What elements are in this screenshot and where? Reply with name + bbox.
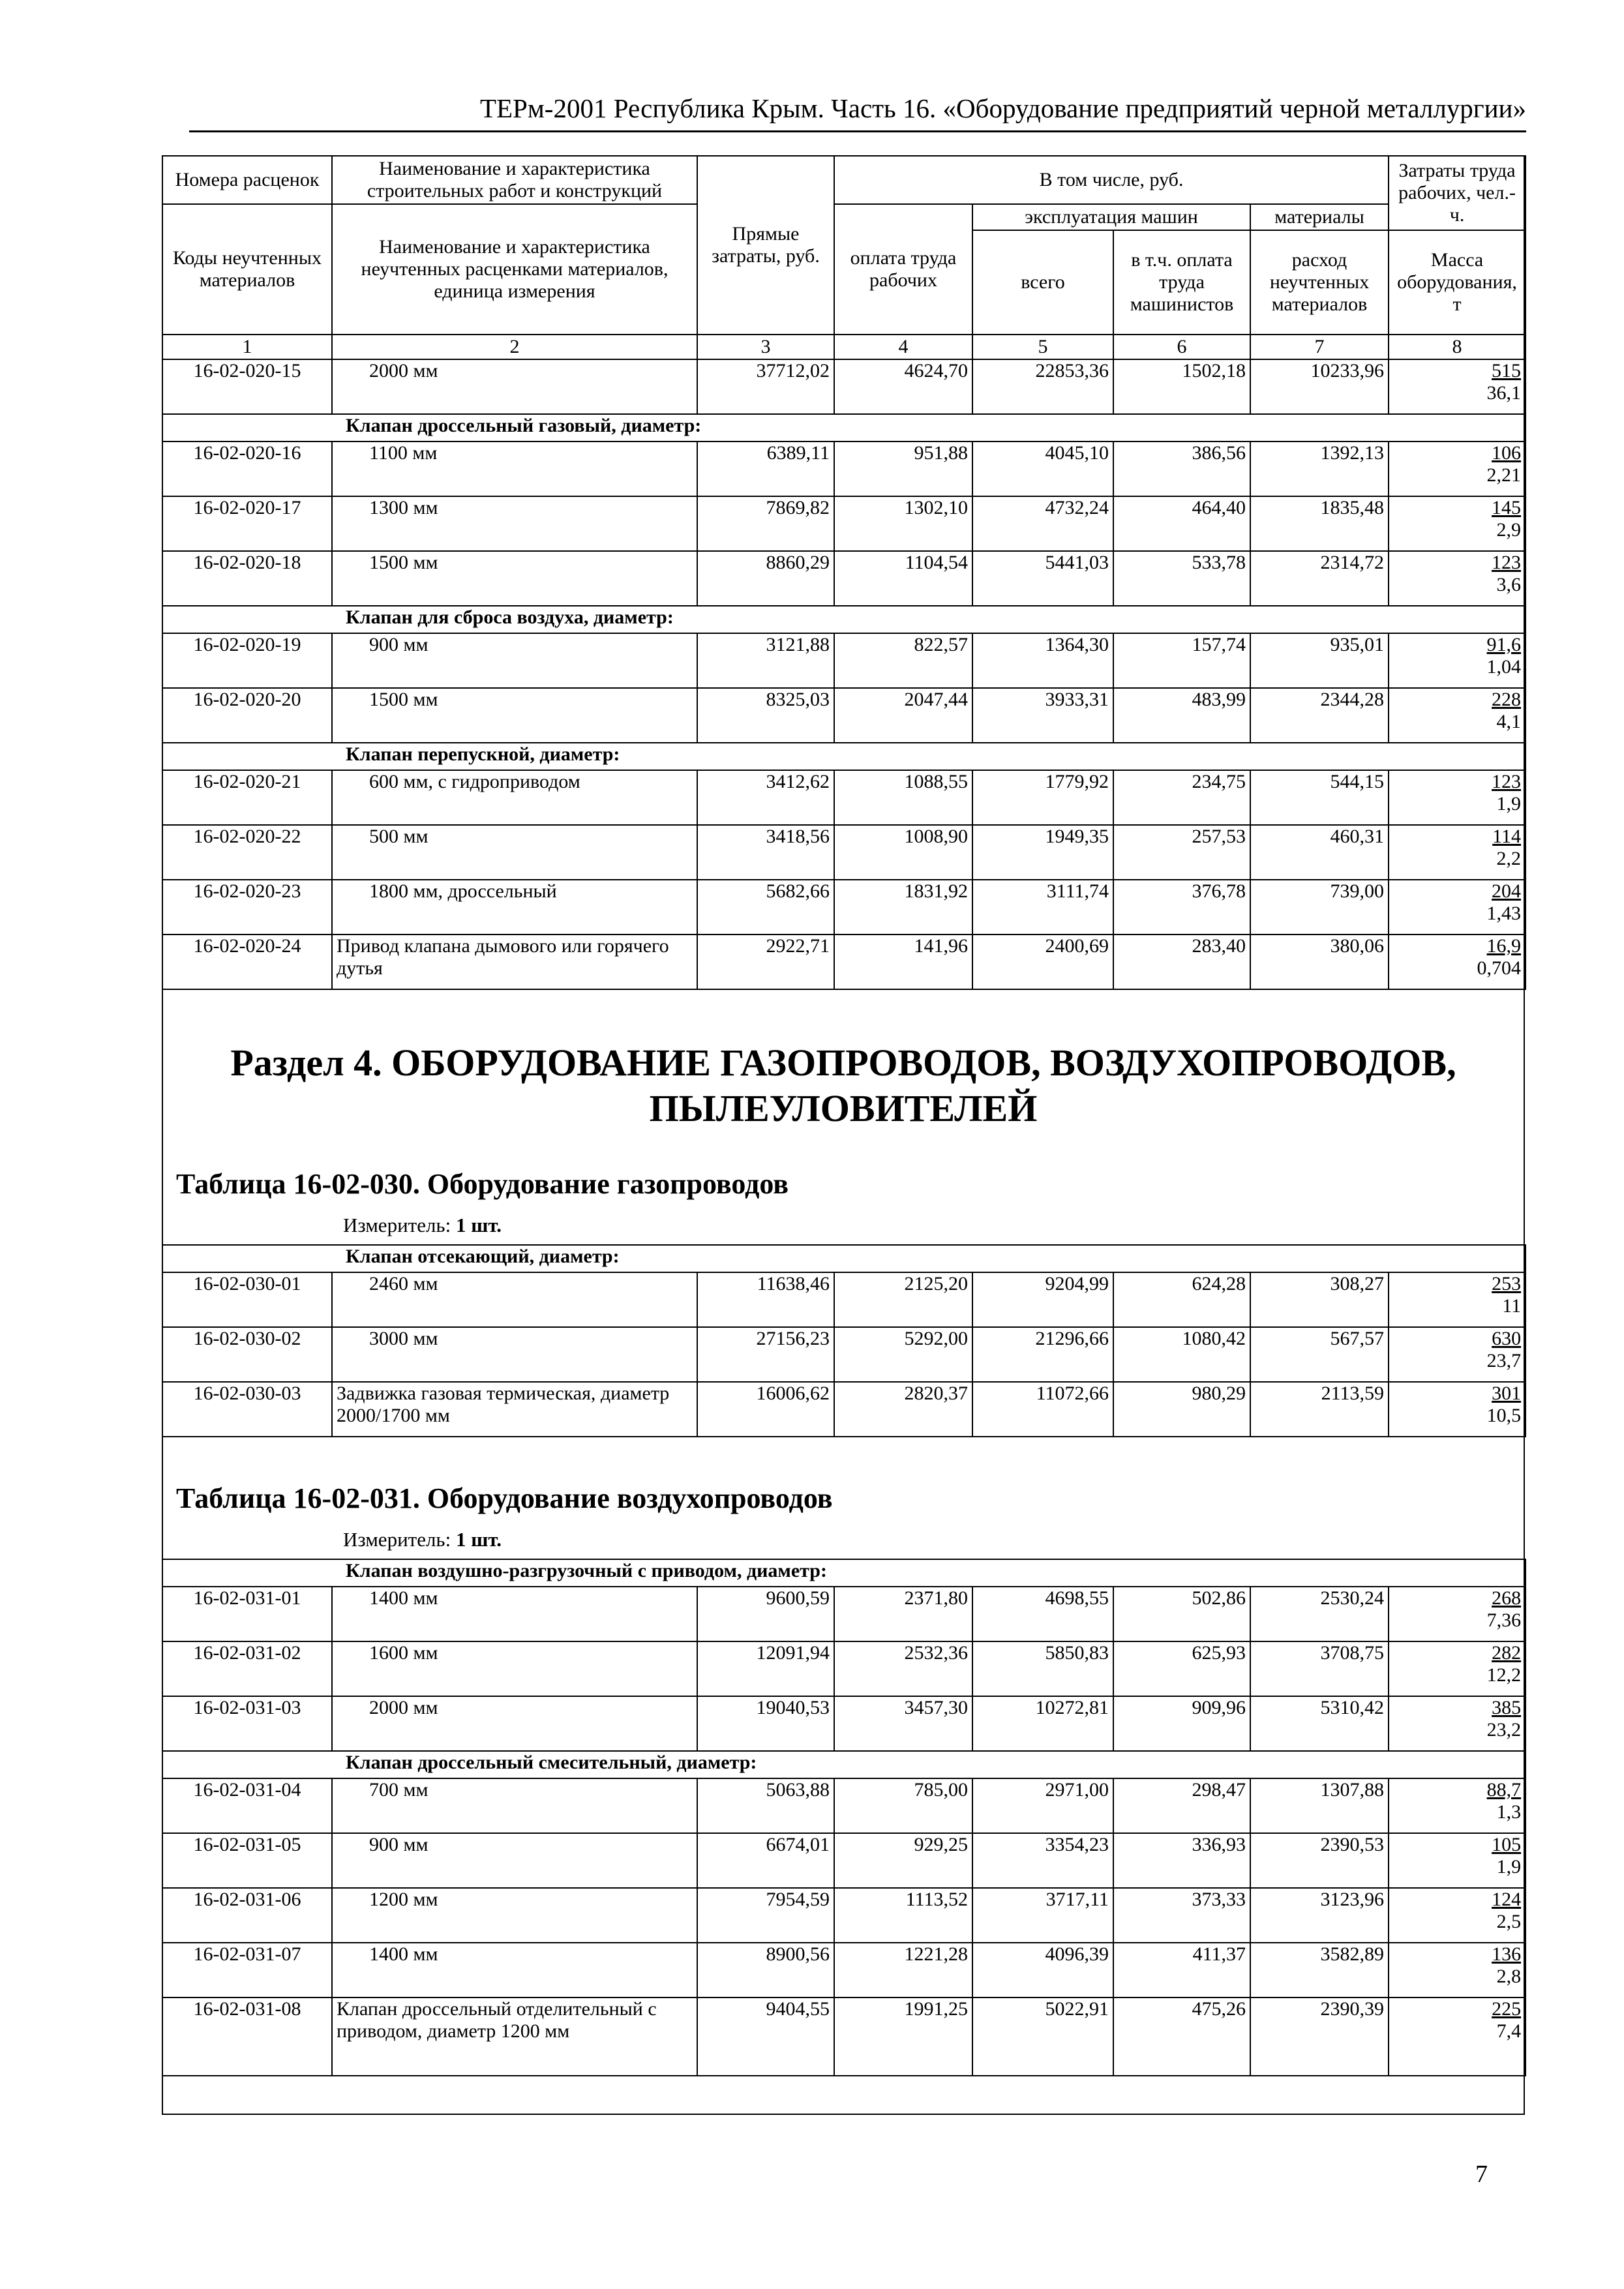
table-row [162,880,1526,935]
machines-total: 10272,81 [972,1696,1113,1751]
item-name: 1600 мм [332,1641,697,1696]
direct-costs: 27156,23 [697,1327,834,1382]
table-row [162,935,1526,989]
machinist-pay: 909,96 [1113,1696,1250,1751]
labor-and-mass [1389,1272,1526,1327]
equipment-mass: 10,5 [1486,1405,1522,1426]
machinist-pay: 624,28 [1113,1272,1250,1327]
materials-cost: 1392,13 [1250,441,1389,496]
rates-table-030 [162,1244,1526,1437]
labor-pay: 1302,10 [834,496,972,551]
labor-hours: 228 [1492,689,1522,710]
direct-costs: 11638,46 [697,1272,834,1327]
materials-cost: 739,00 [1250,880,1389,935]
direct-costs: 37712,02 [697,359,834,414]
labor-hours: 114 [1492,826,1522,847]
machines-total: 3354,23 [972,1833,1113,1888]
table-row [162,1327,1526,1382]
machinist-pay: 257,53 [1113,825,1250,880]
machines-total: 5850,83 [972,1641,1113,1696]
labor-pay: 3457,30 [834,1696,972,1751]
labor-pay: 1088,55 [834,770,972,825]
equipment-mass: 1,9 [1496,1856,1522,1878]
labor-and-mass [1389,1888,1526,1943]
labor-and-mass [1389,688,1526,743]
item-name: 2000 мм [332,1696,697,1751]
col-number: 5 [972,335,1113,359]
col-machines-total-header: всего [972,230,1113,335]
direct-costs: 19040,53 [697,1696,834,1751]
group-heading: Клапан отсекающий, диаметр: [162,1245,1526,1272]
table-row [162,633,1526,688]
machinist-pay: 1080,42 [1113,1327,1250,1382]
table-row [162,1943,1526,1997]
labor-hours: 253 [1492,1273,1522,1294]
col-number: 8 [1389,335,1526,359]
labor-hours: 124 [1492,1889,1522,1910]
machinist-pay: 502,86 [1113,1587,1250,1641]
materials-cost: 1307,88 [1250,1778,1389,1833]
direct-costs: 8900,56 [697,1943,834,1997]
machines-total: 11072,66 [972,1382,1113,1437]
materials-cost: 2314,72 [1250,551,1389,606]
rate-code: 16-02-020-16 [162,441,332,496]
rate-code: 16-02-031-06 [162,1888,332,1943]
unit-value: 1 шт. [455,1528,502,1551]
unit-label: Измеритель: [343,1528,451,1551]
labor-and-mass [1389,441,1526,496]
table-caption-030: Таблица 16-02-030. Оборудование газопроводов [176,1168,789,1200]
labor-pay: 785,00 [834,1778,972,1833]
labor-hours: 301 [1492,1383,1522,1404]
labor-pay: 822,57 [834,633,972,688]
labor-and-mass [1389,551,1526,606]
rate-code: 16-02-020-17 [162,496,332,551]
col-materials-header: материалы [1250,204,1389,230]
equipment-mass: 7,36 [1486,1609,1522,1631]
equipment-mass: 2,5 [1496,1911,1522,1932]
materials-cost: 380,06 [1250,935,1389,989]
labor-hours: 515 [1492,360,1522,382]
machinist-pay: 376,78 [1113,880,1250,935]
rate-code: 16-02-031-04 [162,1778,332,1833]
labor-and-mass [1389,1382,1526,1437]
labor-and-mass [1389,1587,1526,1641]
materials-cost: 935,01 [1250,633,1389,688]
labor-and-mass [1389,770,1526,825]
col-number: 4 [834,335,972,359]
labor-pay: 1104,54 [834,551,972,606]
equipment-mass: 11 [1502,1295,1522,1317]
labor-hours: 123 [1492,552,1522,573]
machines-total: 2971,00 [972,1778,1113,1833]
item-name: 1400 мм [332,1587,697,1641]
rate-code: 16-02-030-02 [162,1327,332,1382]
labor-and-mass [1389,880,1526,935]
col-machinist-pay-header: в т.ч. оплата труда машинистов [1113,230,1250,335]
rates-table-1 [162,155,1526,990]
equipment-mass: 3,6 [1496,574,1522,595]
equipment-mass: 1,04 [1486,656,1522,678]
group-row [162,414,1526,441]
labor-pay: 1991,25 [834,1997,972,2076]
labor-hours: 16,9 [1486,935,1522,957]
section-title [162,1040,1525,1131]
rate-code: 16-02-020-24 [162,935,332,989]
machinist-pay: 386,56 [1113,441,1250,496]
labor-hours: 136 [1492,1943,1522,1965]
direct-costs: 9404,55 [697,1997,834,2076]
group-row [162,1245,1526,1272]
labor-and-mass [1389,633,1526,688]
col-material-codes-header: Коды неучтенных материалов [162,204,332,335]
table-row [162,1778,1526,1833]
materials-cost: 5310,42 [1250,1696,1389,1751]
table-row [162,825,1526,880]
rate-code: 16-02-031-02 [162,1641,332,1696]
rate-code: 16-02-031-03 [162,1696,332,1751]
labor-and-mass [1389,935,1526,989]
direct-costs: 9600,59 [697,1587,834,1641]
equipment-mass: 2,21 [1486,464,1522,486]
unit-line-031 [343,1528,502,1551]
equipment-mass: 0,704 [1477,957,1522,979]
rate-code: 16-02-030-03 [162,1382,332,1437]
direct-costs: 7954,59 [697,1888,834,1943]
machinist-pay: 625,93 [1113,1641,1250,1696]
labor-hours: 268 [1492,1587,1522,1609]
direct-costs: 7869,82 [697,496,834,551]
labor-pay: 929,25 [834,1833,972,1888]
materials-cost: 10233,96 [1250,359,1389,414]
labor-and-mass [1389,1778,1526,1833]
labor-and-mass [1389,1641,1526,1696]
direct-costs: 16006,62 [697,1382,834,1437]
direct-costs: 5682,66 [697,880,834,935]
equipment-mass: 2,8 [1496,1966,1522,1987]
section-title-line2: ПЫЛЕУЛОВИТЕЛЕЙ [649,1087,1038,1130]
labor-pay: 141,96 [834,935,972,989]
materials-cost: 460,31 [1250,825,1389,880]
equipment-mass: 4,1 [1496,711,1522,732]
direct-costs: 8860,29 [697,551,834,606]
materials-cost: 2530,24 [1250,1587,1389,1641]
machines-total: 2400,69 [972,935,1113,989]
machines-total: 4096,39 [972,1943,1113,1997]
running-header: ТЕРм-2001 Республика Крым. Часть 16. «Оборудование предприятий черной металлургии» [479,93,1526,123]
table-row [162,1272,1526,1327]
labor-and-mass [1389,825,1526,880]
materials-cost: 2113,59 [1250,1382,1389,1437]
col-machines-header: эксплуатация машин [972,204,1250,230]
labor-and-mass [1389,1943,1526,1997]
labor-and-mass [1389,1997,1526,2076]
machines-total: 4732,24 [972,496,1113,551]
group-row [162,743,1526,770]
machinist-pay: 464,40 [1113,496,1250,551]
col-direct-costs-header: Прямые затраты, руб. [697,156,834,335]
col-rate-numbers-header: Номера расценок [162,156,332,204]
table-row [162,359,1526,414]
materials-cost: 3582,89 [1250,1943,1389,1997]
unit-line-030 [343,1214,502,1237]
rate-code: 16-02-030-01 [162,1272,332,1327]
labor-pay: 5292,00 [834,1327,972,1382]
machinist-pay: 373,33 [1113,1888,1250,1943]
machines-total: 5022,91 [972,1997,1113,2076]
labor-hours: 630 [1492,1328,1522,1349]
col-including-header: В том числе, руб. [834,156,1389,204]
labor-pay: 2532,36 [834,1641,972,1696]
machines-total: 5441,03 [972,551,1113,606]
rates-table-031 [162,1559,1526,2076]
table-row [162,770,1526,825]
labor-hours: 88,7 [1486,1779,1522,1801]
labor-pay: 1113,52 [834,1888,972,1943]
materials-cost: 544,15 [1250,770,1389,825]
group-heading: Клапан перепускной, диаметр: [162,743,1526,770]
table-row [162,441,1526,496]
table-row [162,1888,1526,1943]
col-labor-pay-header: оплата труда рабочих [834,204,972,335]
labor-and-mass [1389,1327,1526,1382]
machinist-pay: 234,75 [1113,770,1250,825]
item-name: 1100 мм [332,441,697,496]
machinist-pay: 483,99 [1113,688,1250,743]
materials-cost: 2390,53 [1250,1833,1389,1888]
table-row [162,1696,1526,1751]
col-number: 1 [162,335,332,359]
direct-costs: 3418,56 [697,825,834,880]
equipment-mass: 1,3 [1496,1801,1522,1823]
machinist-pay: 298,47 [1113,1778,1250,1833]
item-name: 3000 мм [332,1327,697,1382]
machinist-pay: 1502,18 [1113,359,1250,414]
machines-total: 1779,92 [972,770,1113,825]
table-row [162,1641,1526,1696]
machinist-pay: 533,78 [1113,551,1250,606]
item-name: 700 мм [332,1778,697,1833]
labor-hours: 282 [1492,1642,1522,1664]
item-name: 1800 мм, дроссельный [332,880,697,935]
rate-code: 16-02-020-18 [162,551,332,606]
labor-pay: 951,88 [834,441,972,496]
direct-costs: 6389,11 [697,441,834,496]
machines-total: 21296,66 [972,1327,1113,1382]
group-row [162,606,1526,633]
item-name: 1500 мм [332,688,697,743]
equipment-mass: 12,2 [1486,1664,1522,1686]
equipment-mass: 23,2 [1486,1719,1522,1741]
group-heading: Клапан воздушно-разгрузочный с приводом, диаметр: [162,1559,1526,1587]
labor-pay: 1008,90 [834,825,972,880]
item-name: 1500 мм [332,551,697,606]
rate-code: 16-02-031-05 [162,1833,332,1888]
materials-cost: 1835,48 [1250,496,1389,551]
direct-costs: 3121,88 [697,633,834,688]
labor-pay: 4624,70 [834,359,972,414]
unit-value: 1 шт. [455,1214,502,1236]
col-material-names-header: Наименование и характеристика неучтенных расценками материалов, единица измерения [332,204,697,335]
item-name: 1300 мм [332,496,697,551]
direct-costs: 5063,88 [697,1778,834,1833]
labor-hours: 91,6 [1486,634,1522,655]
labor-pay: 1221,28 [834,1943,972,1997]
item-name: 900 мм [332,633,697,688]
machinist-pay: 980,29 [1113,1382,1250,1437]
labor-hours: 385 [1492,1697,1522,1718]
materials-cost: 2344,28 [1250,688,1389,743]
equipment-mass: 2,9 [1496,519,1522,541]
group-row [162,1751,1526,1778]
item-name: Клапан дроссельный отделительный с приводом, диаметр 1200 мм [332,1997,697,2076]
group-row [162,1559,1526,1587]
materials-cost: 3123,96 [1250,1888,1389,1943]
col-unaccounted-materials-header: расход неучтенных материалов [1250,230,1389,335]
machines-total: 4045,10 [972,441,1113,496]
table-row [162,1382,1526,1437]
labor-hours: 204 [1492,880,1522,902]
unit-label: Измеритель: [343,1214,451,1236]
machinist-pay: 475,26 [1113,1997,1250,2076]
item-name: 2460 мм [332,1272,697,1327]
item-name: 1400 мм [332,1943,697,1997]
col-equipment-mass-header: Масса оборудования, т [1389,230,1526,335]
materials-cost: 308,27 [1250,1272,1389,1327]
table-row [162,551,1526,606]
rate-code: 16-02-031-01 [162,1587,332,1641]
direct-costs: 6674,01 [697,1833,834,1888]
item-name: Задвижка газовая термическая, диаметр 2000/1700 мм [332,1382,697,1437]
labor-and-mass [1389,496,1526,551]
item-name: 900 мм [332,1833,697,1888]
labor-pay: 2125,20 [834,1272,972,1327]
labor-pay: 2047,44 [834,688,972,743]
table-row [162,1833,1526,1888]
section-title-line1: Раздел 4. ОБОРУДОВАНИЕ ГАЗОПРОВОДОВ, ВОЗДУХОПРОВОДОВ, [230,1041,1456,1084]
machines-total: 1364,30 [972,633,1113,688]
materials-cost: 2390,39 [1250,1997,1389,2076]
labor-pay: 1831,92 [834,880,972,935]
rate-code: 16-02-031-08 [162,1997,332,2076]
machinist-pay: 157,74 [1113,633,1250,688]
table-row [162,1997,1526,2076]
equipment-mass: 36,1 [1486,382,1522,404]
col-work-name-header: Наименование и характеристика строительных работ и конструкций [332,156,697,204]
rate-code: 16-02-020-20 [162,688,332,743]
equipment-mass: 1,9 [1496,793,1522,815]
table-row [162,1587,1526,1641]
labor-hours: 105 [1492,1834,1522,1855]
machines-total: 9204,99 [972,1272,1113,1327]
direct-costs: 3412,62 [697,770,834,825]
rate-code: 16-02-020-23 [162,880,332,935]
rate-code: 16-02-031-07 [162,1943,332,1997]
machines-total: 3717,11 [972,1888,1113,1943]
group-heading: Клапан дроссельный смесительный, диаметр: [162,1751,1526,1778]
machinist-pay: 336,93 [1113,1833,1250,1888]
labor-hours: 123 [1492,771,1522,792]
header-rule [189,130,1526,132]
item-name: Привод клапана дымового или горячего дутья [332,935,697,989]
table-row [162,688,1526,743]
table-row [162,496,1526,551]
item-name: 2000 мм [332,359,697,414]
machines-total: 4698,55 [972,1587,1113,1641]
group-heading: Клапан для сброса воздуха, диаметр: [162,606,1526,633]
item-name: 500 мм [332,825,697,880]
machines-total: 1949,35 [972,825,1113,880]
col-labor-costs-header: Затраты труда рабочих, чел.-ч. [1389,156,1526,230]
group-heading: Клапан дроссельный газовый, диаметр: [162,414,1526,441]
item-name: 600 мм, с гидроприводом [332,770,697,825]
item-name: 1200 мм [332,1888,697,1943]
rate-code: 16-02-020-21 [162,770,332,825]
rate-code: 16-02-020-15 [162,359,332,414]
machines-total: 3111,74 [972,880,1113,935]
labor-hours: 145 [1492,497,1522,518]
direct-costs: 12091,94 [697,1641,834,1696]
equipment-mass: 2,2 [1496,848,1522,869]
labor-and-mass [1389,359,1526,414]
col-number: 6 [1113,335,1250,359]
machines-total: 22853,36 [972,359,1113,414]
table-caption-031: Таблица 16-02-031. Оборудование воздухопроводов [176,1482,833,1514]
materials-cost: 3708,75 [1250,1641,1389,1696]
page-number: 7 [1475,2161,1488,2188]
labor-pay: 2820,37 [834,1382,972,1437]
labor-and-mass [1389,1833,1526,1888]
labor-hours: 225 [1492,1998,1522,2020]
rate-code: 16-02-020-22 [162,825,332,880]
labor-pay: 2371,80 [834,1587,972,1641]
materials-cost: 567,57 [1250,1327,1389,1382]
direct-costs: 2922,71 [697,935,834,989]
col-number: 2 [332,335,697,359]
col-number: 3 [697,335,834,359]
equipment-mass: 1,43 [1486,903,1522,924]
machinist-pay: 411,37 [1113,1943,1250,1997]
equipment-mass: 23,7 [1486,1350,1522,1371]
labor-hours: 106 [1492,442,1522,464]
labor-and-mass [1389,1696,1526,1751]
equipment-mass: 7,4 [1496,2020,1522,2042]
machines-total: 3933,31 [972,688,1113,743]
machinist-pay: 283,40 [1113,935,1250,989]
direct-costs: 8325,03 [697,688,834,743]
rate-code: 16-02-020-19 [162,633,332,688]
col-number: 7 [1250,335,1389,359]
